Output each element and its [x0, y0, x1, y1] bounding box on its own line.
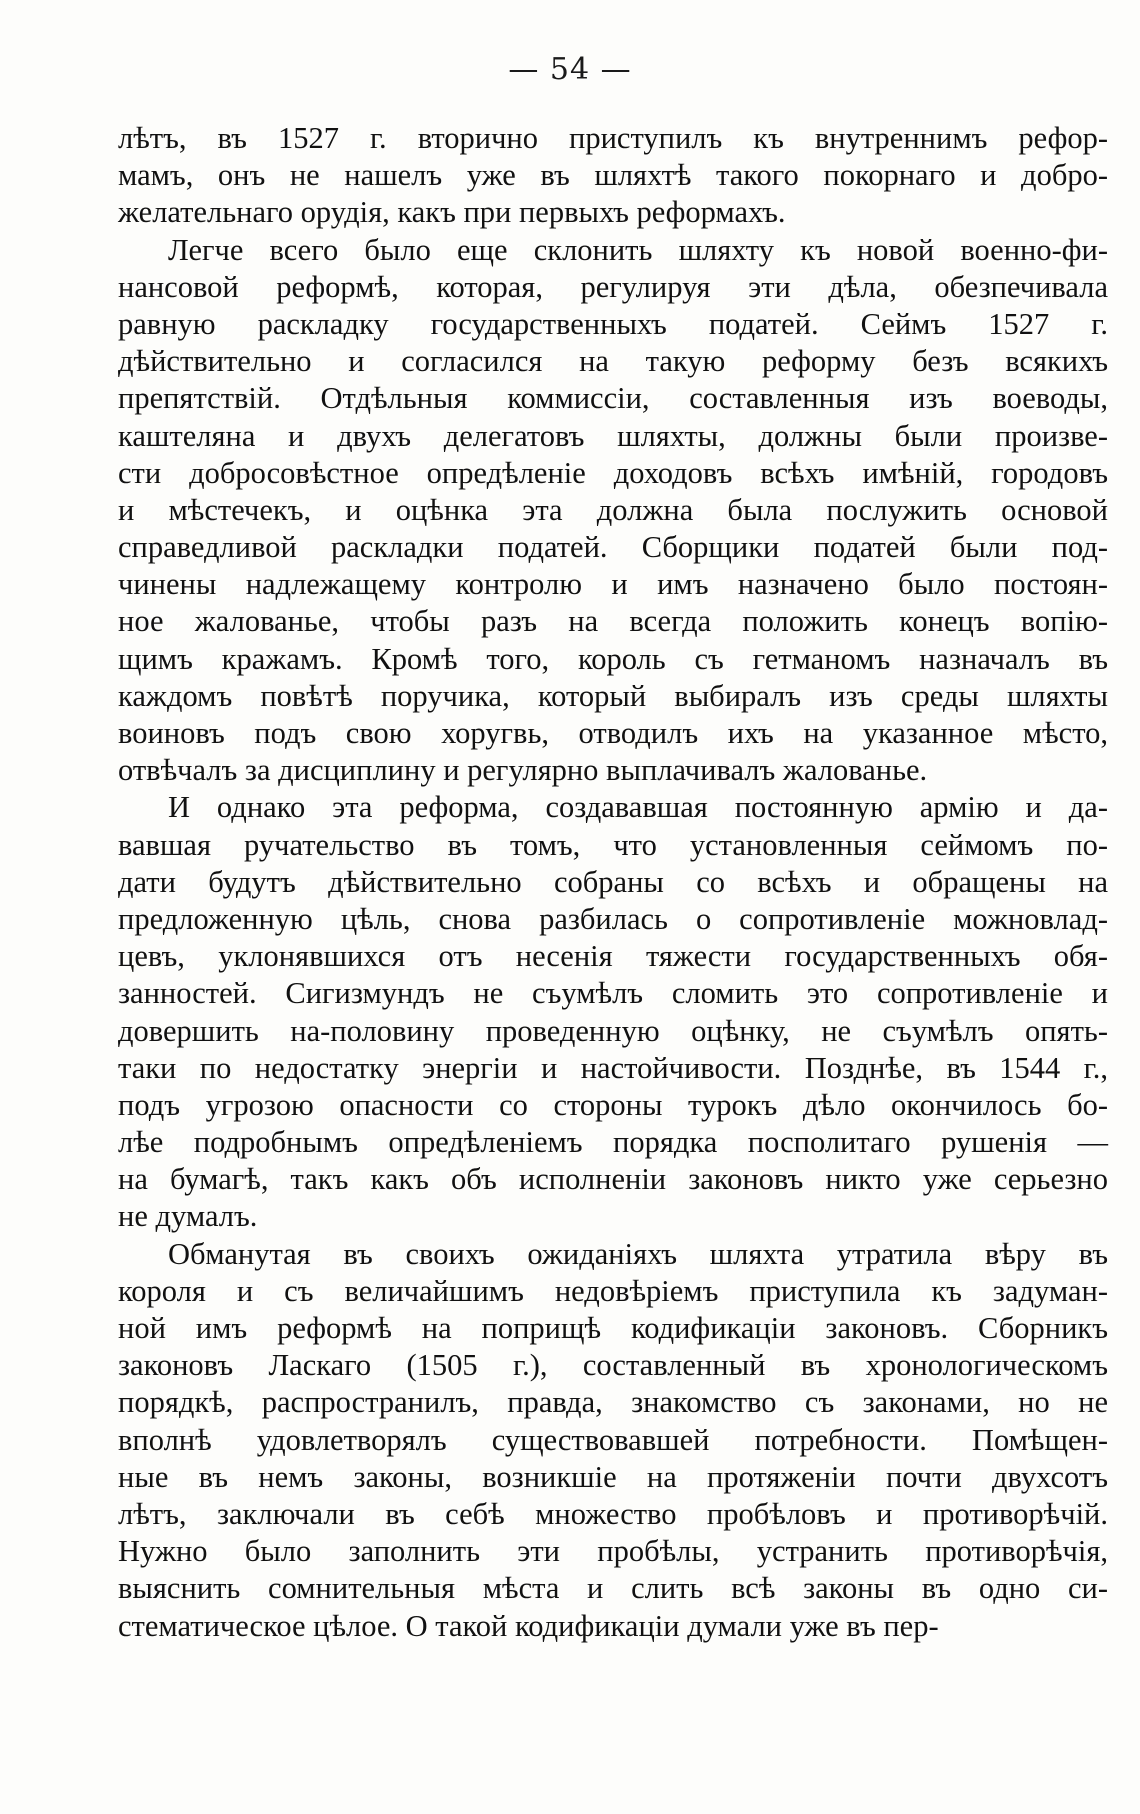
paragraph: [118, 789, 1108, 1235]
text-line: занностей. Сигизмундъ не съумѣлъ сломить это сопротивленіе и: [118, 976, 1108, 1011]
text-line: лѣтъ, въ 1527 г. вторично приступилъ къ внутреннимъ рефор-: [118, 121, 1108, 155]
text-line: равную раскладку государственныхъ податей. Сеймъ 1527 г.: [118, 306, 1108, 341]
text-line: таки по недостатку энергіи и настойчивости. Позднѣе, въ 1544 г.,: [118, 1050, 1108, 1085]
text-line: Обманутая въ своихъ ожиданіяхъ шляхта утратила вѣру въ: [168, 1236, 1108, 1271]
text-line: предложенную цѣль, снова разбилась о сопротивленіе можновлад-: [118, 901, 1108, 936]
text-line: на бумагѣ, такъ какъ объ исполненіи законовъ никто уже серьезно: [118, 1162, 1108, 1197]
paragraph: [118, 1236, 1108, 1645]
text-line: короля и съ величайшимъ недовѣріемъ приступила къ задуман-: [118, 1273, 1108, 1308]
text-line: чинены надлежащему контролю и имъ назначено было постоян-: [118, 567, 1108, 602]
text-line: И однако эта реформа, создававшая постоянную армію и да-: [168, 790, 1108, 825]
text-line: законовъ Ласкаго (1505 г.), составленный въ хронологическомъ: [118, 1348, 1108, 1383]
text-line: дѣйствительно и согласился на такую реформу безъ всякихъ: [118, 344, 1108, 379]
text-line: подъ угрозою опасности со стороны турокъ дѣло окончилось бо-: [118, 1087, 1108, 1122]
text-line: вполнѣ удовлетворялъ существовавшей потребности. Помѣщен-: [118, 1422, 1108, 1457]
text-line: стематическое цѣлое. О такой кодификаціи думали уже въ пер-: [118, 1608, 939, 1643]
text-line: мамъ, онъ не нашелъ уже въ шляхтѣ такого покорнаго и добро-: [118, 158, 1108, 193]
text-line: вавшая ручательство въ томъ, что установленныя сеймомъ по-: [118, 827, 1108, 862]
text-line: довершить на-половину проведенную оцѣнку, не съумѣлъ опять-: [118, 1013, 1108, 1048]
text-line: и мѣстечекъ, и оцѣнка эта должна была послужить основой: [118, 492, 1108, 527]
text-line: не думалъ.: [118, 1199, 258, 1234]
text-line: каштеляна и двухъ делегатовъ шляхты, должны были произве-: [118, 418, 1108, 453]
text-line: лѣе подробнымъ опредѣленіемъ порядка посполитаго рушенія —: [118, 1125, 1108, 1160]
body-text: [118, 120, 1108, 1645]
page-number: — 54 —: [508, 52, 632, 87]
text-line: желательнаго орудія, какъ при первыхъ реформахъ.: [118, 195, 786, 230]
text-line: ное жалованье, чтобы разъ на всегда положить конецъ вопію-: [118, 604, 1108, 639]
text-line: каждомъ повѣтѣ поручика, который выбиралъ изъ среды шляхты: [118, 678, 1108, 713]
text-line: Нужно было заполнить эти пробѣлы, устранить противорѣчія,: [118, 1534, 1108, 1569]
text-line: препятствій. Отдѣльныя коммиссіи, составленныя изъ воеводы,: [118, 381, 1108, 416]
text-line: ной имъ реформѣ на поприщѣ кодификаціи законовъ. Сборникъ: [118, 1311, 1108, 1345]
text-line: лѣтъ, заключали въ себѣ множество пробѣловъ и противорѣчій.: [118, 1496, 1108, 1531]
text-line: сти добросовѣстное опредѣленіе доходовъ всѣхъ имѣній, городовъ: [118, 455, 1108, 490]
text-line: выяснить сомнительныя мѣста и слить всѣ законы въ одно си-: [118, 1571, 1108, 1606]
text-line: дати будутъ дѣйствительно собраны со всѣхъ и обращены на: [118, 864, 1108, 899]
paragraph: [118, 120, 1108, 232]
text-line: порядкѣ, распространилъ, правда, знакомство съ законами, но не: [118, 1385, 1108, 1420]
text-line: Легче всего было еще склонить шляхту къ новой военно-фи-: [168, 232, 1108, 267]
text-line: щимъ кражамъ. Кромѣ того, король съ гетманомъ назначалъ въ: [118, 641, 1108, 676]
paragraph: [118, 232, 1108, 790]
text-line: отвѣчалъ за дисциплину и регулярно выплачивалъ жалованье.: [118, 753, 928, 788]
text-line: ные въ немъ законы, возникшіе на протяженіи почти двухсотъ: [118, 1459, 1108, 1494]
text-line: справедливой раскладки податей. Сборщики податей были под-: [118, 530, 1108, 565]
text-line: воиновъ подъ свою хоругвь, отводилъ ихъ на указанное мѣсто,: [118, 716, 1108, 750]
text-line: цевъ, уклонявшихся отъ несенія тяжести государственныхъ обя-: [118, 939, 1108, 974]
text-line: нансовой реформѣ, которая, регулируя эти дѣла, обезпечивала: [118, 269, 1108, 304]
